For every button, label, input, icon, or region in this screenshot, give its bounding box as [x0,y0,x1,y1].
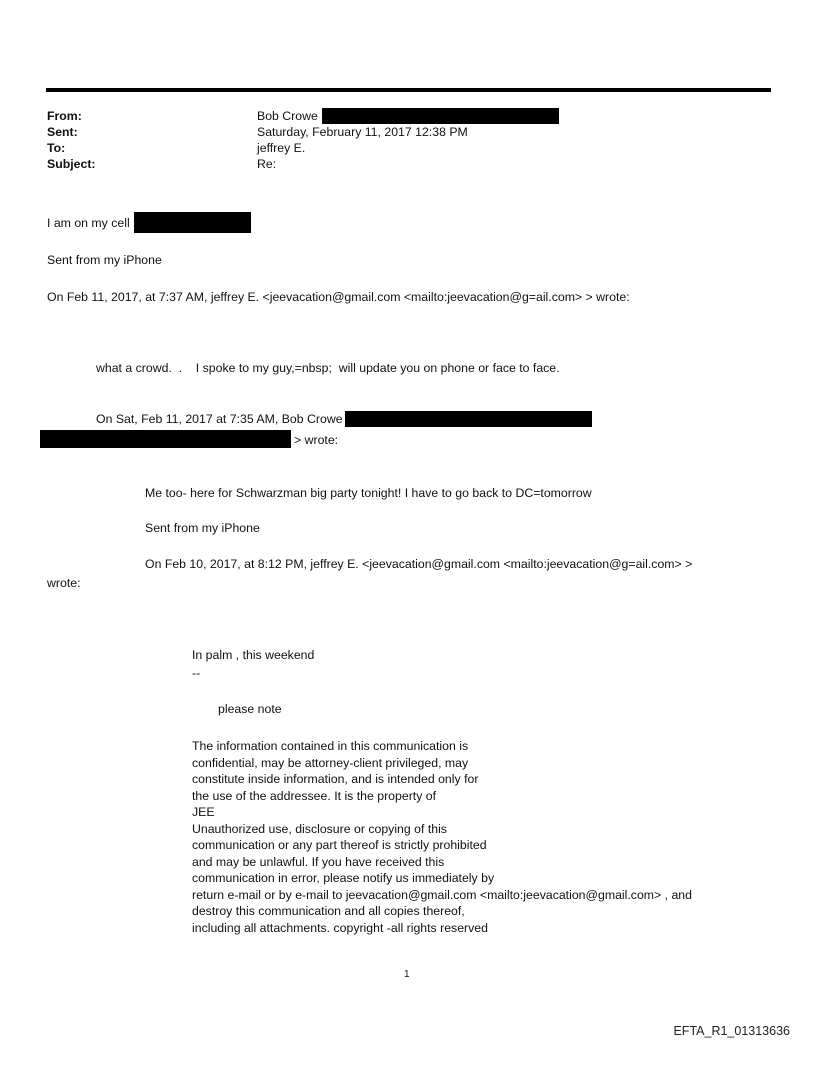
subject-value: Re: [257,157,277,171]
redaction [134,212,251,233]
quote-header-row [96,411,592,427]
please-note: please note [218,702,282,716]
disclaimer-line: the use of the addressee. It is the property of [192,788,437,803]
disclaimer-line: The information contained in this communication is [192,739,469,753]
from-row [257,108,559,124]
header-rule [46,88,771,92]
sent-value: Saturday, February 11, 2017 12:38 PM [257,125,468,139]
quote-text: what a crowd. . I spoke to my guy,=nbsp; will update you on phone or face to face. [96,361,560,375]
quote-text: Me too- here for Schwarzman big party tonight! I have to go back to DC=tomorrow [145,486,592,500]
redaction [345,411,592,427]
disclaimer-line: Unauthorized use, disclosure or copying of this [192,821,447,836]
to-value: jeffrey E. [257,141,306,155]
disclaimer-line: destroy this communication and all copies thereof, [192,904,465,918]
redaction [322,108,559,124]
subject-label: Subject: [47,157,96,171]
quote-header-end: > wrote: [294,433,339,447]
sent-from-iphone: Sent from my iPhone [145,521,260,535]
disclaimer-line: and may be unlawful. If you have received this [192,854,445,869]
to-label: To: [47,141,66,155]
disclaimer-line: confidential, may be attorney-client privileged, may [192,755,469,770]
bates-number: EFTA_R1_01313636 [673,1024,790,1038]
redaction [40,430,291,448]
disclaimer-line: communication or any part thereof is strictly prohibited [192,838,487,852]
disclaimer-line: including all attachments. copyright -all rights reserved [192,920,488,935]
quote-header: On Feb 10, 2017, at 8:12 PM, jeffrey E. <jeevacation@gmail.com <mailto:jeevacation@g=ail.com> > [145,557,693,571]
sent-label: Sent: [47,125,78,139]
signature-separator: -- [192,666,201,680]
cell-line: I am on my cell [47,215,130,230]
page-number: 1 [404,969,410,980]
sent-from-iphone: Sent from my iPhone [47,253,162,267]
from-value: Bob Crowe [257,109,318,123]
disclaimer-line: communication in error, please notify us immediately by [192,871,495,885]
quote-header: On Feb 11, 2017, at 7:37 AM, jeffrey E. <jeevacation@gmail.com <mailto:jeevacation@g=ail.com> > wrote: [47,290,630,304]
quote-header: On Sat, Feb 11, 2017 at 7:35 AM, Bob Crowe [96,412,343,426]
from-label: From: [47,109,82,123]
cell-row [47,212,251,233]
disclaimer [192,738,692,936]
disclaimer-line: return e-mail or by e-mail to jeevacation@gmail.com <mailto:jeevacation@gmail.com> , and [192,887,692,902]
disclaimer-line: JEE [192,805,215,819]
quote-header-end: wrote: [47,576,81,590]
disclaimer-line: constitute inside information, and is intended only for [192,772,479,786]
quote-text: In palm , this weekend [192,648,315,662]
